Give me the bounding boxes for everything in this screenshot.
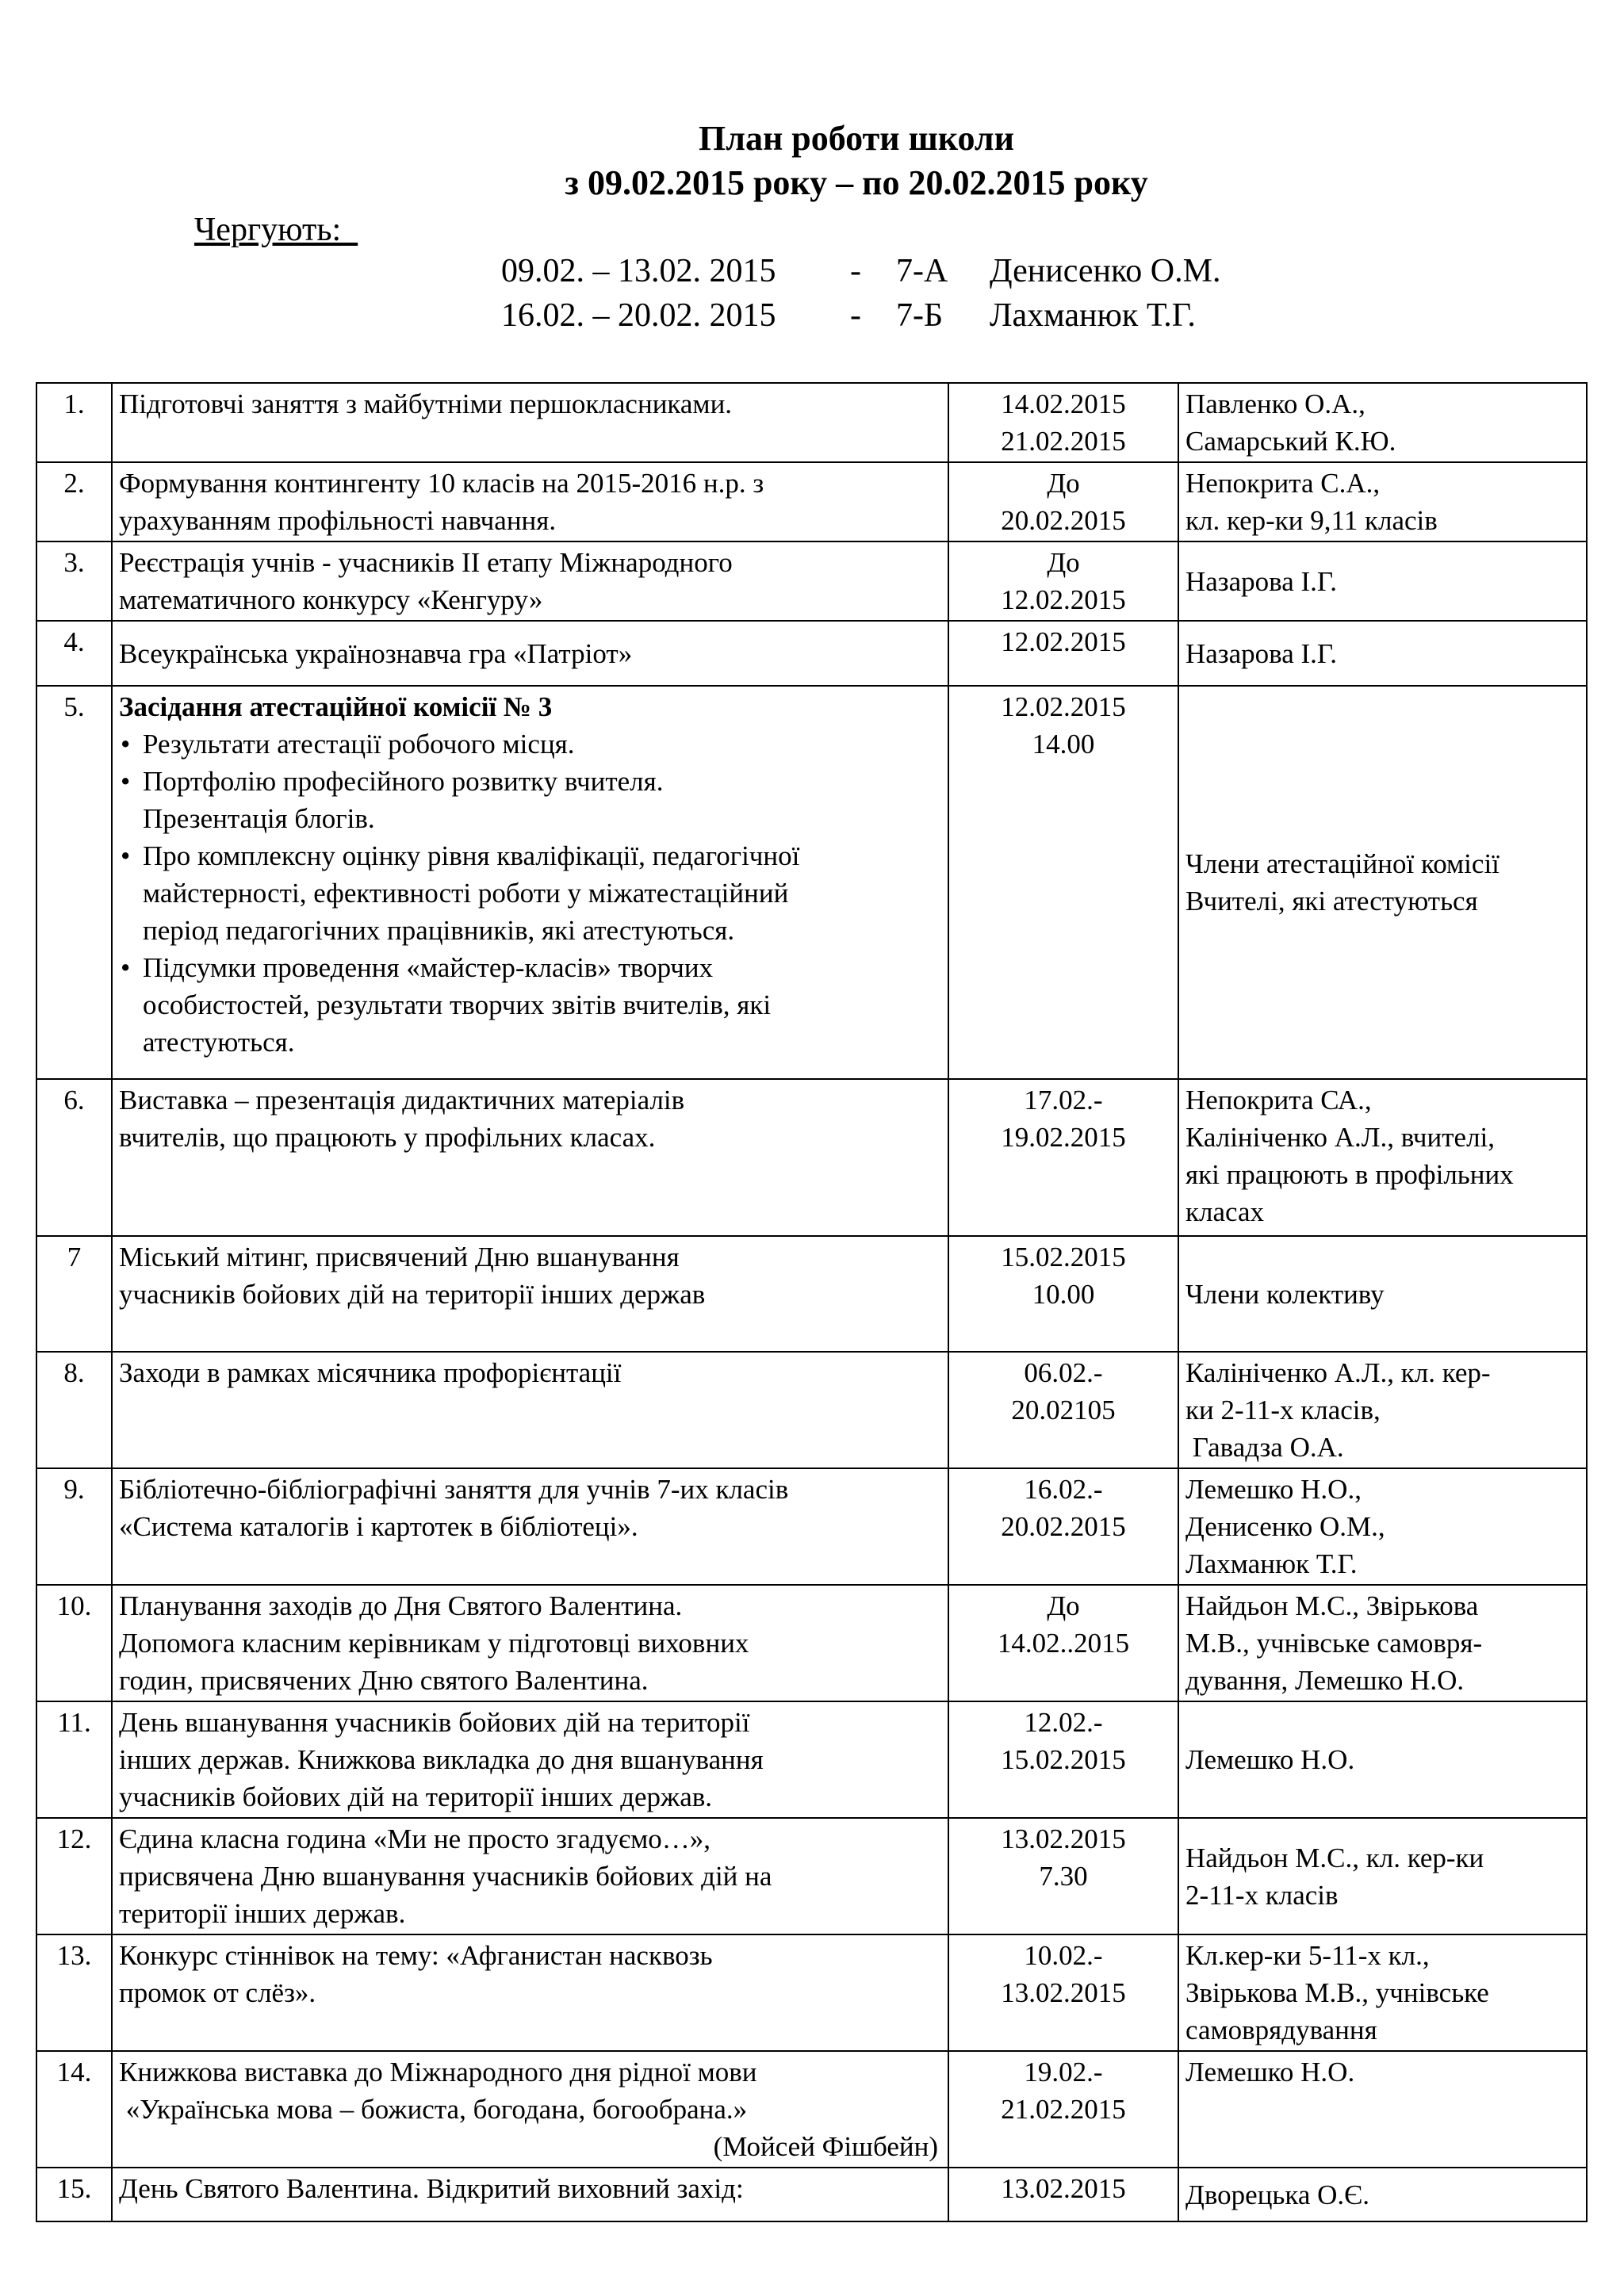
event-cell (112, 1701, 948, 1818)
row-number: 15. (36, 2168, 112, 2221)
event-cell (112, 541, 948, 621)
date-line: 14.02.2015 (1001, 388, 1126, 419)
date-line: 17.02.- (1024, 1085, 1103, 1115)
responsible-line: 2-11-х класів (1185, 1879, 1339, 1911)
duty-name: Денисенко О.М. (990, 253, 1221, 289)
event-cell (112, 1352, 948, 1468)
responsible-cell (1178, 1818, 1587, 1934)
responsible-line: Члени атестаційної комісії (1185, 848, 1500, 879)
row-number: 11. (36, 1701, 112, 1818)
row-number: 9. (36, 1468, 112, 1585)
page-title: План роботи школи (699, 119, 1014, 158)
bullet-item (119, 763, 941, 837)
responsible-line: дування, Лемешко Н.О. (1185, 1665, 1465, 1696)
date-line: 19.02.2015 (1001, 1122, 1126, 1153)
event-line: інших держав. Книжкова викладка до дня вшанування (119, 1744, 764, 1775)
responsible-line: Калініченко А.Л., кл. кер- (1185, 1357, 1491, 1388)
bullet-line: майстерності, ефективності роботи у міжатестаційний (143, 878, 789, 909)
date-line: 20.02105 (1011, 1395, 1116, 1425)
bullet-list (119, 725, 941, 1061)
event-line: учасників бойових дій на території інших держав. (119, 1781, 713, 1812)
event-line: Планування заходів до Дня Святого Валентина. (119, 1590, 683, 1621)
table-row (36, 1701, 1587, 1818)
date-line: 12.02.2015 (1001, 691, 1126, 722)
event-cell (112, 1934, 948, 2051)
responsible-line: Непокрита СА., (1185, 1085, 1372, 1115)
responsible-line: Лахманюк Т.Г. (1185, 1548, 1358, 1579)
event-line: Міський мітинг, присвячений Дню вшанування (119, 1242, 680, 1272)
responsible-line: Лемешко Н.О. (1185, 2057, 1355, 2087)
table-row (36, 2168, 1587, 2221)
event-line: Бібліотечно-бібліографічні заняття для учнів 7-их класів (119, 1474, 789, 1505)
date-cell (948, 1352, 1178, 1468)
date-line: До (1047, 468, 1080, 499)
event-line: «Українська мова – божиста, богодана, богообрана.» (119, 2094, 748, 2125)
date-line: 21.02.2015 (1001, 2094, 1126, 2125)
event-title: Засідання атестаційної комісії № 3 (119, 691, 553, 722)
date-cell (948, 383, 1178, 462)
row-number: 6. (36, 1079, 112, 1236)
date-line: 12.02.2015 (1001, 584, 1126, 615)
row-number: 8. (36, 1352, 112, 1468)
date-cell (948, 2051, 1178, 2168)
responsible-line: Кл.кер-ки 5-11-х кл., (1185, 1940, 1430, 1971)
responsible-line: Вчителі, які атестуються (1185, 886, 1478, 916)
table-row (36, 1468, 1587, 1585)
table-row (36, 1079, 1587, 1236)
event-line: вчителів, що працюють у профільних класах. (119, 1122, 656, 1153)
date-line: 19.02.- (1024, 2057, 1103, 2087)
responsible-line: кл. кер-ки 9,11 класів (1185, 505, 1438, 536)
bullet-line: • Про комплексну оцінку рівня кваліфікації, педагогічної (143, 840, 800, 871)
row-number: 1. (36, 383, 112, 462)
date-cell (948, 1585, 1178, 1701)
event-cell (112, 2051, 948, 2168)
responsible-line: які працюють в профільних (1185, 1159, 1514, 1190)
row-number: 5. (36, 686, 112, 1079)
bullet-line: атестуються. (143, 1027, 295, 1058)
date-cell (948, 2168, 1178, 2221)
event-line: День вшанування учасників бойових дій на території (119, 1707, 750, 1738)
event-cell (112, 1818, 948, 1934)
plan-table (36, 382, 1588, 2222)
date-line: 16.02.- (1024, 1474, 1103, 1505)
responsible-line: Члени колективу (1185, 1278, 1385, 1310)
duty-dash: - (850, 297, 861, 334)
date-line: 14.02..2015 (997, 1628, 1130, 1659)
responsible-line: ки 2-11-х класів, (1185, 1395, 1381, 1425)
date-cell (948, 1701, 1178, 1818)
date-line: 7.30 (1039, 1861, 1088, 1892)
event-line: годин, присвячених Дню святого Валентина. (119, 1665, 649, 1696)
event-line: Книжкова виставка до Міжнародного дня рідної мови (119, 2057, 757, 2087)
event-line: Підготовчі заняття з майбутніми першокласниками. (119, 388, 733, 419)
event-cell (112, 1236, 948, 1352)
duty-dates: 09.02. – 13.02. 2015 (501, 253, 776, 289)
event-line: «Система каталогів і картотек в бібліотеці». (119, 1511, 638, 1542)
event-line: Виставка – презентація дидактичних матеріалів (119, 1085, 685, 1115)
responsible-line: Найдьон М.С., кл. кер-ки (1185, 1842, 1484, 1873)
table-row (36, 383, 1587, 462)
event-line: Реєстрація учнів - учасників ІІ етапу Міжнародного (119, 547, 733, 578)
date-line: 12.02.2015 (1001, 626, 1126, 657)
event-line: День Святого Валентина. Відкритий виховний захід: (119, 2173, 744, 2204)
responsible-line: Калініченко А.Л., вчителі, (1185, 1122, 1496, 1153)
date-line: 10.00 (1032, 1279, 1095, 1310)
date-line: 13.02.2015 (1001, 1823, 1126, 1854)
bullet-item (119, 837, 941, 949)
responsible-line: Непокрита С.А., (1185, 468, 1381, 499)
date-cell (948, 1236, 1178, 1352)
responsible-line: Назарова І.Г. (1185, 565, 1337, 597)
responsible-cell (1178, 1585, 1587, 1701)
date-line: До (1047, 1590, 1080, 1621)
bullet-line: Презентація блогів. (143, 803, 375, 834)
responsible-cell (1178, 1079, 1587, 1236)
date-cell (948, 1079, 1178, 1236)
duty-dash: - (850, 253, 861, 289)
responsible-line: Самарський К.Ю. (1185, 426, 1396, 457)
responsible-line: Звірькова М.В., учнівське (1185, 1977, 1489, 2008)
duty-label: Чергують: (194, 212, 358, 248)
date-line: 20.02.2015 (1001, 1511, 1126, 1542)
duty-class: 7-Б (896, 297, 944, 334)
page-subtitle: з 09.02.2015 року – по 20.02.2015 року (565, 163, 1148, 202)
event-cell (112, 1585, 948, 1701)
responsible-cell (1178, 462, 1587, 541)
table-row (36, 462, 1587, 541)
table-row (36, 2051, 1587, 2168)
date-line: 13.02.2015 (1001, 2173, 1126, 2204)
responsible-cell (1178, 1468, 1587, 1585)
date-line: 06.02.- (1024, 1357, 1103, 1388)
event-line: Допомога класним керівникам у підготовці виховних (119, 1628, 749, 1659)
table-row (36, 1585, 1587, 1701)
responsible-cell (1178, 383, 1587, 462)
event-cell (112, 686, 948, 1079)
bullet-line: • Портфолію професійного розвитку вчителя. (143, 766, 664, 797)
responsible-line: Лемешко Н.О. (1185, 1744, 1355, 1775)
table-row (36, 1818, 1587, 1934)
bullet-line: • Результати атестації робочого місця. (143, 729, 575, 760)
row-number: 10. (36, 1585, 112, 1701)
responsible-cell (1178, 1352, 1587, 1468)
date-cell (948, 1934, 1178, 2051)
event-line: учасників бойових дій на території інших держав (119, 1279, 706, 1310)
row-number: 13. (36, 1934, 112, 2051)
date-cell (948, 686, 1178, 1079)
responsible-cell (1178, 1701, 1587, 1818)
event-line: математичного конкурсу «Кенгуру» (119, 584, 543, 615)
bullet-item (119, 725, 941, 763)
responsible-line: Денисенко О.М., (1185, 1511, 1385, 1542)
event-line: промок от слёз». (119, 1977, 316, 2008)
bullet-line: період педагогічних працівників, які атестуються. (143, 915, 735, 946)
row-number: 14. (36, 2051, 112, 2168)
row-number: 3. (36, 541, 112, 621)
bullet-line: • Підсумки проведення «майстер-класів» творчих (143, 952, 714, 983)
row-number: 2. (36, 462, 112, 541)
event-cell (112, 2168, 948, 2221)
row-number: 12. (36, 1818, 112, 1934)
event-line: Всеукраїнська українознавча гра «Патріот» (119, 637, 633, 669)
date-cell (948, 462, 1178, 541)
table-row (36, 1934, 1587, 2051)
table-row (36, 686, 1587, 1079)
date-line: До (1047, 547, 1080, 578)
date-cell (948, 621, 1178, 686)
date-line: 15.02.2015 (1001, 1242, 1126, 1272)
event-line: урахуванням профільності навчання. (119, 505, 557, 536)
responsible-line: самоврядування (1185, 2015, 1377, 2045)
event-author: (Мойсей Фішбейн) (713, 2131, 938, 2162)
responsible-line: М.В., учнівське самовря- (1185, 1628, 1483, 1659)
responsible-cell (1178, 1236, 1587, 1352)
date-line: 10.02.- (1024, 1940, 1103, 1971)
responsible-line: Назарова І.Г. (1185, 637, 1337, 669)
event-cell (112, 383, 948, 462)
duty-dates: 16.02. – 20.02. 2015 (501, 297, 776, 334)
event-cell (112, 621, 948, 686)
responsible-line: Гавадза О.А. (1185, 1432, 1344, 1463)
event-line: Формування контингенту 10 класів на 2015-2016 н.р. з (119, 468, 764, 499)
responsible-line: Найдьон М.С., Звірькова (1185, 1590, 1479, 1621)
event-line: Єдина класна година «Ми не просто згадуємо…», (119, 1823, 711, 1854)
event-line: території інших держав. (119, 1898, 406, 1929)
event-cell (112, 1079, 948, 1236)
date-line: 13.02.2015 (1001, 1977, 1126, 2008)
event-line: присвячена Дню вшанування учасників бойових дій на (119, 1861, 772, 1892)
table-row (36, 621, 1587, 686)
date-line: 15.02.2015 (1001, 1744, 1126, 1775)
row-number: 4. (36, 621, 112, 686)
responsible-line: Лемешко Н.О., (1185, 1474, 1362, 1505)
responsible-cell (1178, 2168, 1587, 2221)
date-line: 12.02.- (1024, 1707, 1103, 1738)
event-cell (112, 1468, 948, 1585)
responsible-cell (1178, 2051, 1587, 2168)
date-cell (948, 1468, 1178, 1585)
date-line: 21.02.2015 (1001, 426, 1126, 457)
row-number: 7 (36, 1236, 112, 1352)
table-row (36, 541, 1587, 621)
date-line: 14.00 (1032, 729, 1095, 760)
bullet-item (119, 949, 941, 1061)
responsible-cell (1178, 1934, 1587, 2051)
responsible-cell (1178, 686, 1587, 1079)
event-line: Заходи в рамках місячника профорієнтації (119, 1357, 622, 1388)
event-line: Конкурс стіннівок на тему: «Афганистан насквозь (119, 1940, 713, 1971)
responsible-cell (1178, 621, 1587, 686)
event-cell (112, 462, 948, 541)
table-row (36, 1236, 1587, 1352)
bullet-line: особистостей, результати творчих звітів вчителів, які (143, 989, 772, 1020)
duty-name: Лахманюк Т.Г. (990, 297, 1196, 334)
responsible-line: класах (1185, 1196, 1265, 1227)
date-line: 20.02.2015 (1001, 505, 1126, 536)
duty-class: 7-А (896, 253, 948, 289)
responsible-line: Павленко О.А., (1185, 388, 1365, 419)
date-cell (948, 1818, 1178, 1934)
responsible-cell (1178, 541, 1587, 621)
date-cell (948, 541, 1178, 621)
table-row (36, 1352, 1587, 1468)
responsible-line: Дворецька О.Є. (1185, 2179, 1370, 2210)
